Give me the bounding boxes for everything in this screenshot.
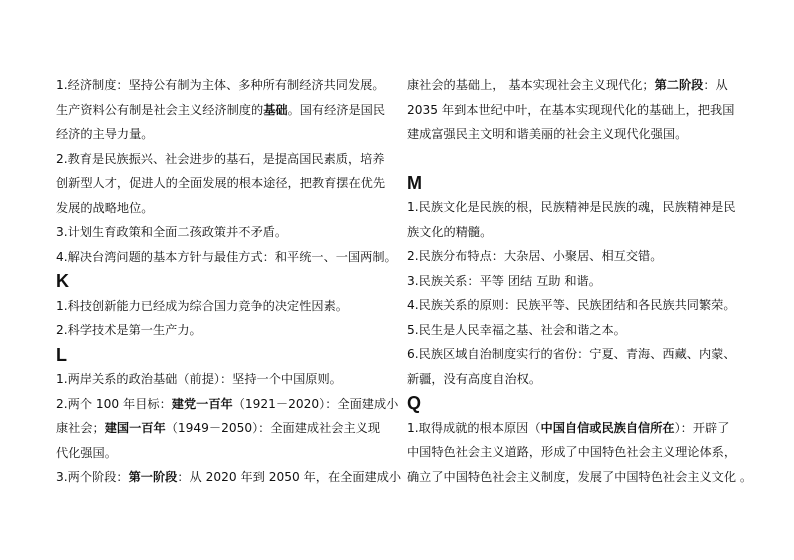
- text-line: 2.民族分布特点：大杂居、小聚居、相互交错。: [407, 249, 663, 263]
- text-segment: ）：开辟了: [674, 420, 730, 435]
- text-segment: 。国有经济是国民: [287, 102, 386, 117]
- bold-term: 中国自信或民族自信所在: [540, 420, 675, 435]
- text-line: 确立了中国特色社会主义制度，发展了中国特色社会主义文化 。: [407, 469, 753, 484]
- text-line: [56, 392, 399, 417]
- text-line: 6.民族区域自治制度实行的省份：宁夏、青海、西藏、内蒙、: [407, 347, 736, 361]
- section-letter-heading: M: [407, 172, 422, 193]
- text-line: 代化强国。: [56, 445, 117, 460]
- right-column: [407, 73, 753, 489]
- text-line: 创新型人才，促进人的全面发展的根本途径，把教育摆在优先: [56, 176, 386, 190]
- text-segment: 1.取得成就的根本原因（: [407, 420, 541, 435]
- text-segment: （1921－2020）：全面建成小: [232, 396, 399, 411]
- section-letter-heading: L: [56, 344, 67, 365]
- text-line: 经济的主导力量。: [56, 127, 154, 141]
- text-line: 2.科学技术是第一生产力。: [56, 323, 202, 337]
- bold-term: 第二阶段: [654, 78, 704, 92]
- text-line: 3.计划生育政策和全面二孩政策并不矛盾。: [56, 225, 288, 239]
- section-letter-heading: K: [56, 271, 69, 291]
- text-line: 族文化的精髓。: [407, 224, 493, 239]
- text-line: 2.教育是民族振兴、社会进步的基石，是提高国民素质，培养: [56, 151, 385, 166]
- text-line: 4.民族关系的原则：民族平等、民族团结和各民族共同繁荣。: [407, 298, 736, 312]
- text-segment: （1949－2050）：全面建成社会主义现: [165, 421, 381, 435]
- bold-term: 第一阶段: [128, 470, 178, 484]
- text-segment: 康社会的基础上， 基本实现社会主义现代化；: [407, 78, 655, 92]
- text-segment: 康社会；: [56, 421, 105, 435]
- bold-term: 建党一百年: [171, 396, 233, 411]
- text-segment: 3.两个阶段：: [56, 470, 129, 484]
- text-line: 建成富强民主文明和谐美丽的社会主义现代化强国。: [407, 127, 688, 141]
- text-line: 1.两岸关系的政治基础（前提）：坚持一个中国原则。: [56, 372, 342, 386]
- bold-term: 基础: [263, 102, 288, 117]
- left-column: [56, 73, 402, 490]
- text-line: [56, 416, 396, 441]
- text-segment: ：从 2020 年到 2050 年，在全面建成小: [177, 470, 402, 484]
- bold-term: 建国一百年: [104, 421, 166, 435]
- text-line: 新疆，没有高度自治权。: [407, 371, 542, 386]
- section-letter-heading: Q: [407, 393, 422, 413]
- text-line: 3.民族关系：平等 团结 互助 和谐。: [407, 273, 601, 288]
- text-line: 5.民生是人民幸福之基、社会和谐之本。: [407, 322, 626, 337]
- text-line: [407, 416, 745, 441]
- text-line: 2035 年到本世纪中叶，在基本实现现代化的基础上，把我国: [407, 102, 735, 117]
- text-line: [56, 98, 396, 123]
- text-line: [407, 73, 745, 98]
- text-line: 4.解决台湾问题的基本方针与最佳方式：和平统一、一国两制。: [56, 249, 397, 264]
- text-line: 1.科技创新能力已经成为综合国力竞争的决定性因素。: [56, 298, 348, 313]
- text-line: [56, 465, 402, 490]
- text-line: 1.民族文化是民族的根，民族精神是民族的魂，民族精神是民: [407, 200, 736, 214]
- text-segment: 2.两个 100 年目标：: [56, 396, 172, 411]
- text-line: 中国特色社会主义道路，形成了中国特色社会主义理论体系，: [407, 445, 737, 459]
- text-line: 发展的战略地位。: [56, 200, 154, 215]
- section-gap: [407, 147, 745, 171]
- text-line: 1.经济制度：坚持公有制为主体、多种所有制经济共同发展。: [56, 78, 385, 92]
- text-segment: ：从: [703, 78, 728, 92]
- text-segment: 生产资料公有制是社会主义经济制度的: [56, 102, 264, 117]
